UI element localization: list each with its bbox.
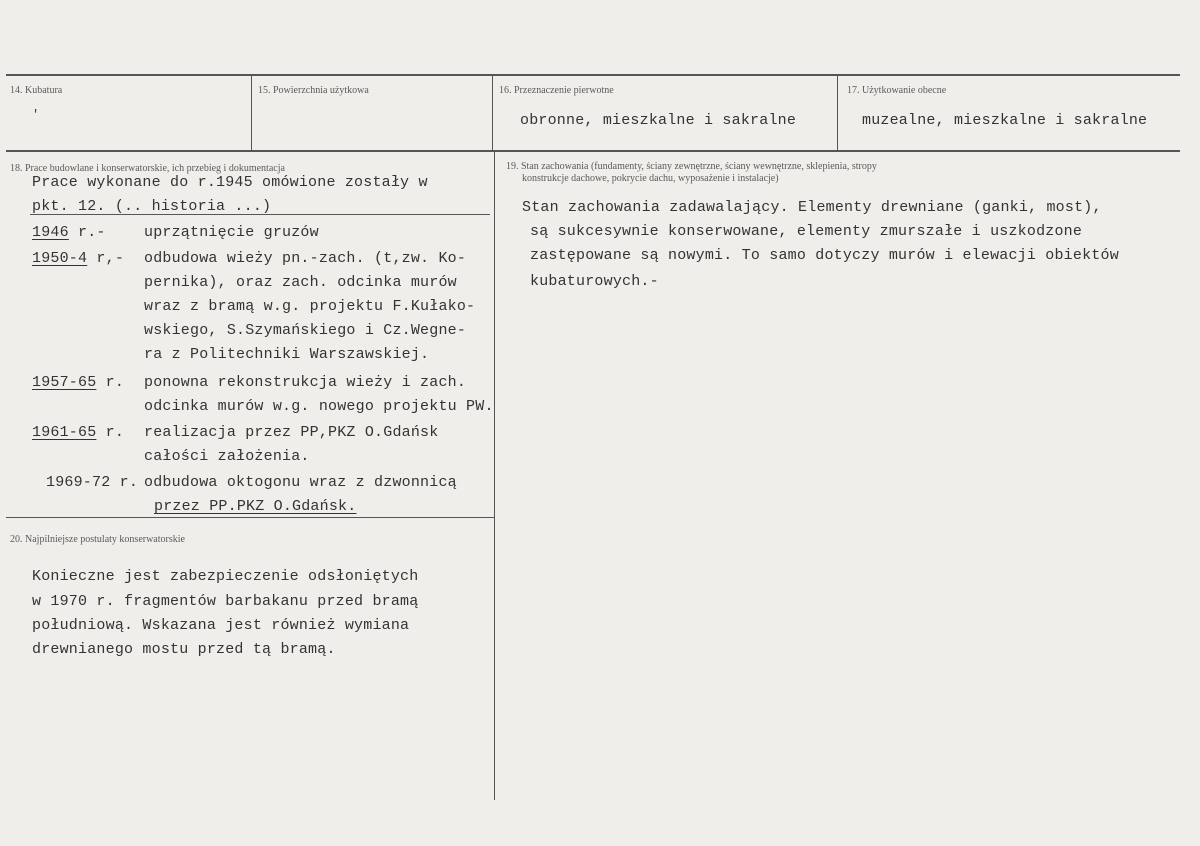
entry-text: odbudowa oktogonu wraz z dzwonnicą xyxy=(144,474,457,491)
row-rule xyxy=(6,150,1180,152)
divider-14-15 xyxy=(251,76,252,150)
entry-date: 1946 r.- xyxy=(32,224,106,241)
entry-text: ra z Politechniki Warszawskiej. xyxy=(144,346,430,363)
entry-text: realizacja przez PP,PKZ O.Gdańsk xyxy=(144,424,439,441)
divider-16-17 xyxy=(837,76,838,150)
top-rule xyxy=(6,74,1180,76)
entry-text: przez PP.PKZ O.Gdańsk. xyxy=(154,498,357,515)
field-18-intro-line: Prace wykonane do r.1945 omówione zostały w xyxy=(32,174,428,191)
entry-text: odbudowa wieży pn.-zach. (t,zw. Ko- xyxy=(144,250,467,267)
entry-date: 1969-72 r. xyxy=(46,474,139,491)
entry-date: 1950-4 r,- xyxy=(32,250,125,267)
field-20-text-line: drewnianego mostu przed tą bramą. xyxy=(32,641,336,658)
field-19-text-line: zastępowane są nowymi. To samo dotyczy murów i elewacji obiektów xyxy=(530,247,1119,264)
field-20-text-line: południową. Wskazana jest również wymiana xyxy=(32,617,410,634)
field-18-intro-line: pkt. 12. (.. historia ...) xyxy=(32,198,272,215)
field-16-value: obronne, mieszkalne i sakralne xyxy=(520,112,797,129)
entry-text: ponowna rekonstrukcja wieży i zach. xyxy=(144,374,467,391)
field-19-text-line: Stan zachowania zadawalający. Elementy drewniane (ganki, most), xyxy=(522,199,1102,216)
entry-text: odcinka murów w.g. nowego projektu PW. xyxy=(144,398,494,415)
field-17-value: muzealne, mieszkalne i sakralne xyxy=(862,112,1148,129)
entry-text: całości założenia. xyxy=(144,448,310,465)
field-19-label: konstrukcje dachowe, pokrycie dachu, wyposażenie i instalacje) xyxy=(522,173,779,184)
field-20-label: 20. Najpilniejsze postulaty konserwatorskie xyxy=(10,534,185,545)
field-19-label: 19. Stan zachowania (fundamenty, ściany zewnętrzne, ściany wewnętrzne, sklepienia, stropy xyxy=(506,161,877,172)
entry-text: pernika), oraz zach. odcinka murów xyxy=(144,274,457,291)
entry-date: 1961-65 r. xyxy=(32,424,125,441)
field-16-label: 16. Przeznaczenie pierwotne xyxy=(499,85,614,96)
main-vertical-divider xyxy=(494,152,495,800)
field-20-text-line: w 1970 r. fragmentów barbakanu przed bramą xyxy=(32,593,419,610)
divider-15-16 xyxy=(492,76,493,150)
section-18-20-rule xyxy=(6,517,494,518)
entry-text: wraz z bramą w.g. projektu F.Kułako- xyxy=(144,298,476,315)
field-15-label: 15. Powierzchnia użytkowa xyxy=(258,85,369,96)
field-19-text-line: są sukcesywnie konserwowane, elementy zmurszałe i uszkodzone xyxy=(530,223,1083,240)
entry-text: uprzątnięcie gruzów xyxy=(144,224,319,241)
field-18-label: 18. Prace budowlane i konserwatorskie, ich przebieg i dokumentacja xyxy=(10,163,285,174)
field-17-label: 17. Użytkowanie obecne xyxy=(847,85,947,96)
field-14-label: 14. Kubatura xyxy=(10,85,63,96)
field-20-text-line: Konieczne jest zabezpieczenie odsłoniętych xyxy=(32,568,419,585)
entry-date: 1957-65 r. xyxy=(32,374,125,391)
entry-text: wskiego, S.Szymańskiego i Cz.Wegne- xyxy=(144,322,467,339)
field-14-value: ' xyxy=(32,108,40,122)
field-19-text-line: kubaturowych.- xyxy=(530,273,659,290)
